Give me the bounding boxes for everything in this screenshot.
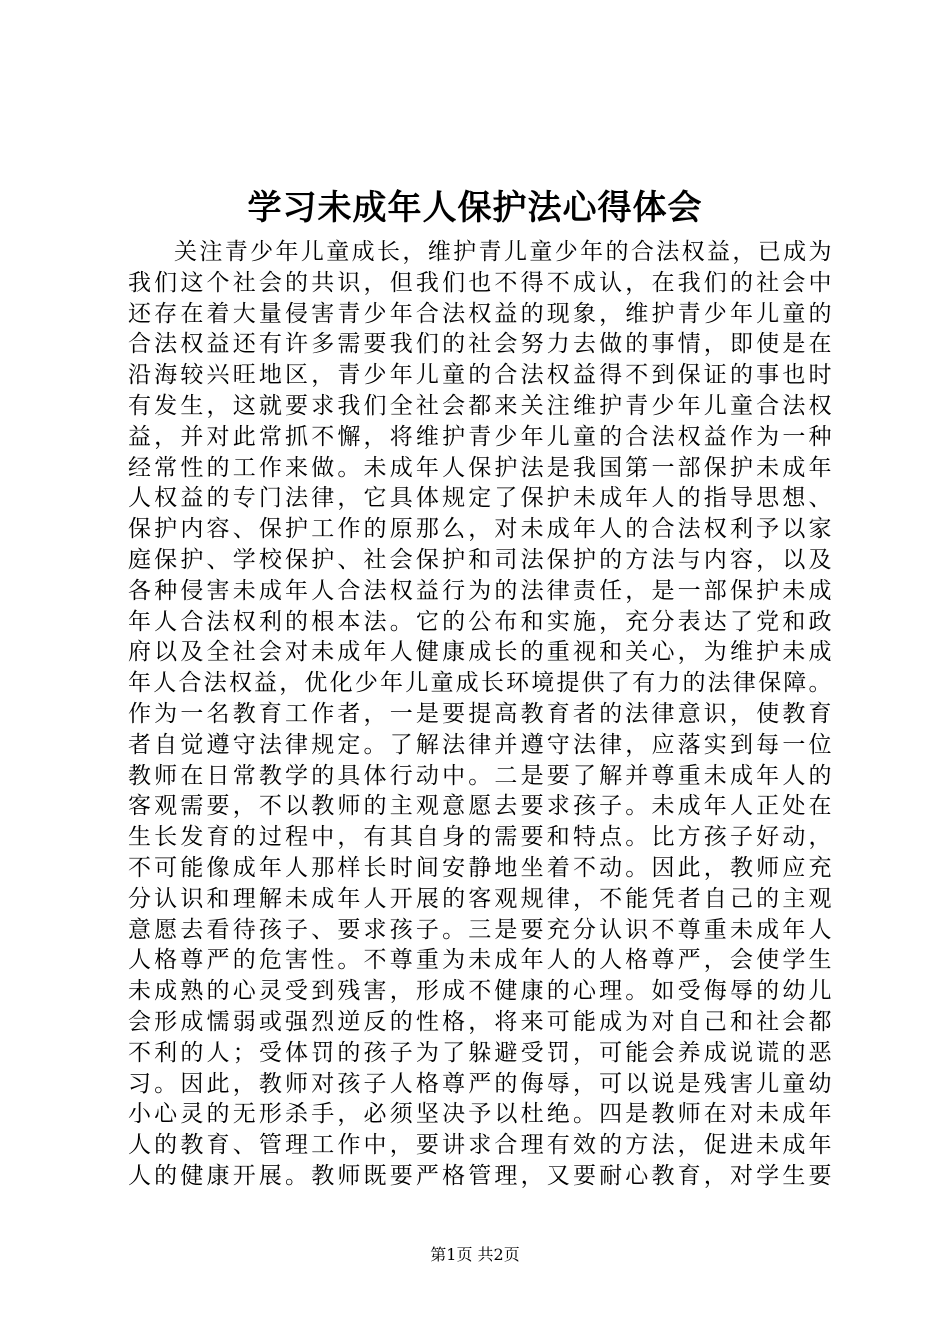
text-line: 人的健康开展。教师既要严格管理，又要耐心教育，对学生要 — [128, 1162, 832, 1189]
text-line: 人的教育、管理工作中，要讲求合理有效的方法，促进未成年 — [128, 1132, 832, 1159]
text-line: 年人合法权利的根本法。它的公布和实施，充分表达了党和政 — [128, 608, 832, 635]
text-line: 小心灵的无形杀手，必须坚决予以杜绝。四是教师在对未成年 — [128, 1101, 832, 1128]
text-line: 未成熟的心灵受到残害，形成不健康的心理。如受侮辱的幼儿 — [128, 978, 832, 1005]
text-line: 府以及全社会对未成年人健康成长的重视和关心，为维护未成 — [128, 639, 832, 666]
text-line: 我们这个社会的共识，但我们也不得不成认，在我们的社会中 — [128, 269, 832, 296]
text-line: 人格尊严的危害性。不尊重为未成年人的人格尊严，会使学生 — [128, 947, 832, 974]
text-line: 不利的人；受体罚的孩子为了躲避受罚，可能会养成说谎的恶 — [128, 1039, 832, 1066]
text-line: 各种侵害未成年人合法权益行为的法律责任，是一部保护未成 — [128, 577, 832, 604]
text-line: 合法权益还有许多需要我们的社会努力去做的事情，即使是在 — [128, 331, 832, 358]
text-line: 分认识和理解未成年人开展的客观规律，不能凭者自己的主观 — [128, 885, 832, 912]
text-line: 益，并对此常抓不懈，将维护青少年儿童的合法权益作为一种 — [128, 423, 832, 450]
text-line: 沿海较兴旺地区，青少年儿童的合法权益得不到保证的事也时 — [128, 362, 832, 389]
text-line: 关注青少年儿童成长，维护青儿童少年的合法权益，已成为 — [174, 239, 832, 265]
text-line: 年人合法权益，优化少年儿童成长环境提供了有力的法律保障。 — [128, 670, 832, 697]
text-line: 庭保护、学校保护、社会保护和司法保护的方法与内容，以及 — [128, 546, 832, 573]
text-line: 保护内容、保护工作的原那么，对未成年人的合法权利予以家 — [128, 516, 832, 543]
text-line: 人权益的专门法律，它具体规定了保护未成年人的指导思想、 — [128, 485, 832, 512]
text-line: 还存在着大量侵害青少年合法权益的现象，维护青少年儿童的 — [128, 300, 832, 327]
text-line: 生长发育的过程中，有其自身的需要和特点。比方孩子好动， — [128, 824, 832, 851]
text-line: 不可能像成年人那样长时间安静地坐着不动。因此，教师应充 — [128, 854, 832, 881]
text-line: 客观需要，不以教师的主观意愿去要求孩子。未成年人正处在 — [128, 793, 832, 820]
text-line: 作为一名教育工作者，一是要提高教育者的法律意识，使教育 — [128, 700, 832, 727]
text-line: 者自觉遵守法律规定。了解法律并遵守法律，应落实到每一位 — [128, 731, 832, 758]
text-line: 经常性的工作来做。未成年人保护法是我国第一部保护未成年 — [128, 454, 832, 481]
body-paragraph — [128, 237, 832, 1192]
text-line: 有发生，这就要求我们全社会都来关注维护青少年儿童合法权 — [128, 392, 832, 419]
text-line: 会形成懦弱或强烈逆反的性格，将来可能成为对自己和社会都 — [128, 1008, 832, 1035]
page-footer: 第1页 共2页 — [430, 1245, 520, 1264]
text-line: 意愿去看待孩子、要求孩子。三是要充分认识不尊重未成年人 — [128, 916, 832, 943]
text-line: 教师在日常教学的具体行动中。二是要了解并尊重未成年人的 — [128, 762, 832, 789]
page-title: 学习未成年人保护法心得体会 — [247, 188, 703, 228]
text-line: 习。因此，教师对孩子人格尊严的侮辱，可以说是残害儿童幼 — [128, 1070, 832, 1097]
